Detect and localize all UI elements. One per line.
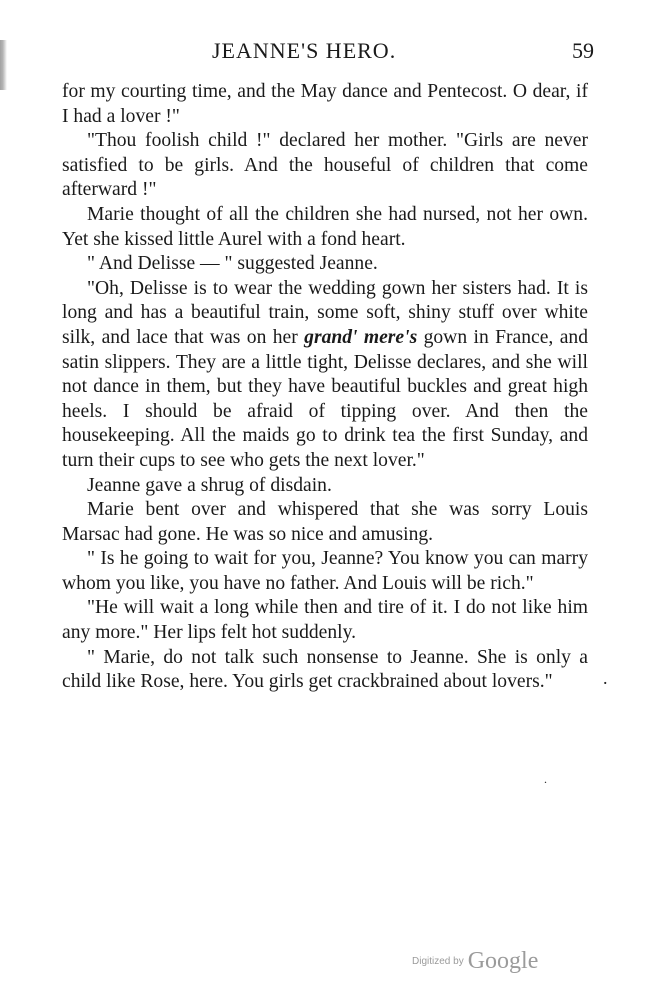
body-text xyxy=(62,80,588,695)
paragraph: "He will wait a long while then and tire of it. I do not like him any more." Her lips felt hot suddenly. xyxy=(62,597,588,644)
paragraph: " Is he going to wait for you, Jeanne? You know you can marry whom you like, you have no father. And Louis will be rich." xyxy=(62,548,588,594)
paragraph: Jeanne gave a shrug of disdain. xyxy=(87,474,332,496)
italic-phrase: grand' mere's xyxy=(304,326,418,348)
binding-edge-shadow xyxy=(0,40,7,90)
page-number: 59 xyxy=(572,38,594,63)
paragraph: for my courting time, and the May dance and Pentecost. O dear, if I had a lover !" xyxy=(62,81,588,127)
paragraph-text: gown in France, and satin slippers. They are a little tight, Delisse declares, and she will not dance in them, but they have beautiful buckles and great high heels. I should be afraid of tipping over. And then the housekeeping. All the maids go to drink tea the first Sunday, and turn their cups to see who gets the next lover." xyxy=(62,326,588,471)
paragraph: " And Delisse — " suggested Jeanne. xyxy=(87,253,378,275)
paragraph: "Thou foolish child !" declared her mother. "Girls are never satisfied to be girls. And the houseful of children that come afterward !" xyxy=(62,130,588,201)
paragraph: Marie bent over and whispered that she was sorry Louis Marsac had gone. He was so nice and amusing. xyxy=(62,499,588,545)
stray-dot: . xyxy=(603,668,608,688)
paragraph-text: "Oh, Delisse is to wear the wedding gown her sisters had. It is long and has a beautiful train, some soft, shiny stuff over white silk, and lace that was on her xyxy=(62,277,588,348)
running-head: JEANNE'S HERO. xyxy=(212,38,397,63)
page-header xyxy=(62,38,602,68)
scan-watermark xyxy=(412,948,538,975)
paragraph xyxy=(62,277,588,474)
watermark-prefix: Digitized by xyxy=(412,956,464,967)
stray-dot: . xyxy=(544,772,547,786)
paragraph: Marie thought of all the children she had nursed, not her own. Yet she kissed little Aurel with a fond heart. xyxy=(62,203,588,250)
watermark-brand: Google xyxy=(467,948,539,974)
paragraph: " Marie, do not talk such nonsense to Jeanne. She is only a child like Rose, here. You girls get crackbrained about lovers." xyxy=(62,646,588,693)
